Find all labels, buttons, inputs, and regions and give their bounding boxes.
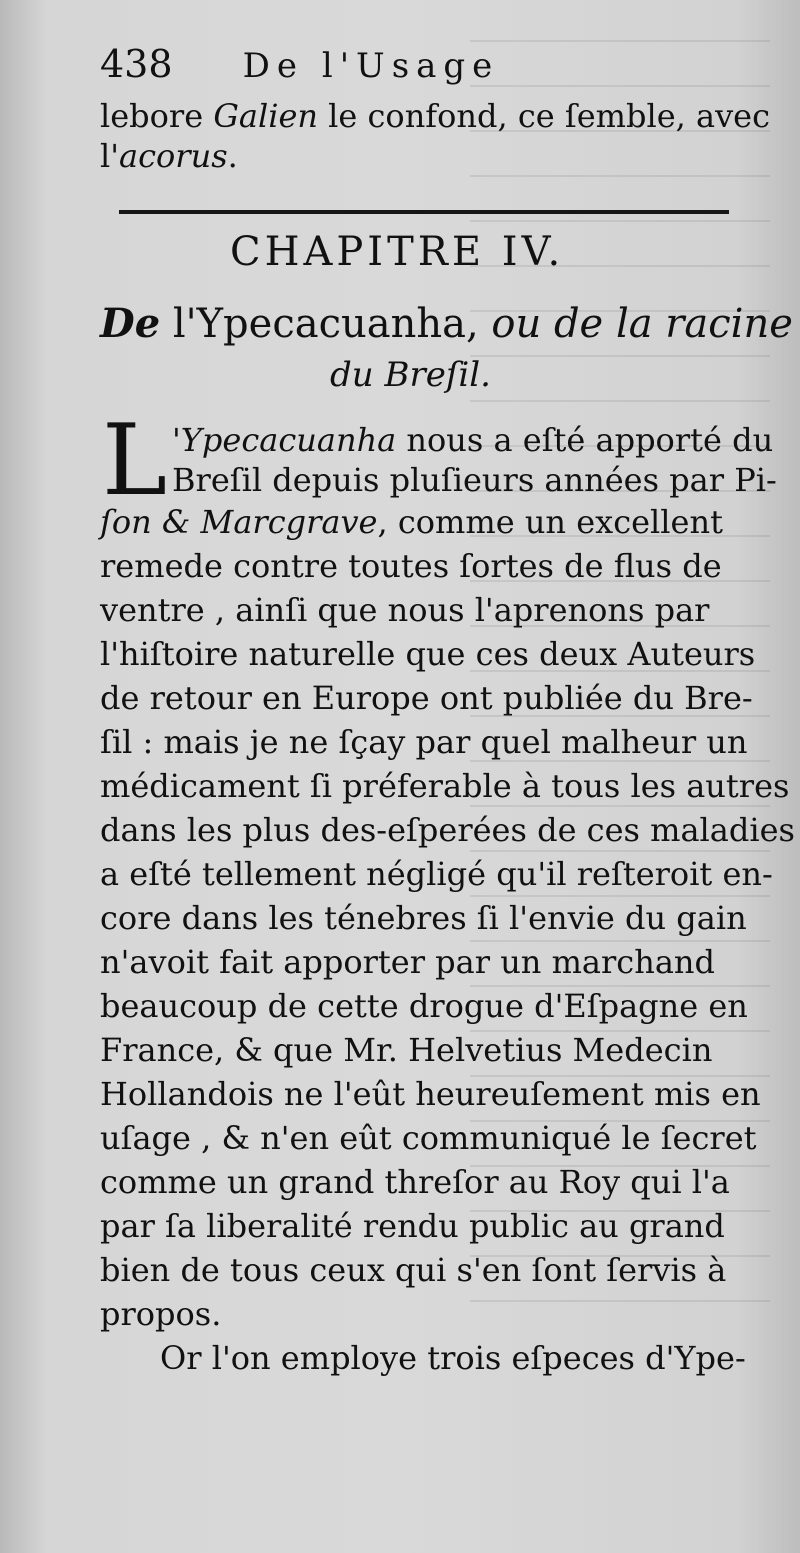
page-number: 438: [100, 42, 173, 86]
line-text: core dans les ténebres ſi l'envie du gain: [100, 899, 747, 937]
body-line: [100, 1206, 760, 1246]
body-line: [172, 420, 800, 460]
line-text: dans les plus des-eſperées de ces maladies: [100, 811, 795, 849]
heading-italic-prefix: De: [100, 300, 161, 347]
line-text: l'hiſtoire naturelle que ces deux Auteurs: [100, 635, 756, 673]
body-line: [172, 460, 800, 500]
line-text: Hollandois ne l'eût heureuſement mis en: [100, 1075, 761, 1113]
body-line: [100, 1074, 760, 1114]
line-text: comme un grand threſor au Roy qui l'a: [100, 1163, 730, 1201]
line-text: ſil : mais je ne ſçay par quel malheur un: [100, 723, 748, 761]
line-prefix: lebore: [100, 97, 214, 135]
line-text: propos.: [100, 1295, 222, 1333]
line-text: a eſté tellement négligé qu'il reſteroit en-: [100, 855, 773, 893]
body-line: [100, 898, 760, 938]
line-text: ventre , ainſi que nous l'aprenons par: [100, 591, 710, 629]
line-text: France, & que Mr. Helvetius Medecin: [100, 1031, 713, 1069]
chapter-heading-line-2: du Breſil.: [330, 355, 491, 395]
line-text: , comme un excellent: [377, 503, 723, 541]
line-suffix: .: [227, 137, 238, 175]
line-italic: Galien: [213, 97, 318, 135]
body-line: [100, 810, 795, 850]
line-text: nous a eſté apporté du: [396, 421, 774, 459]
body-line: [100, 766, 790, 806]
body-line: [100, 986, 760, 1026]
chapter-title: CHAPITRE IV.: [230, 229, 565, 275]
paragraph-line: [100, 96, 771, 136]
drop-cap: L: [102, 404, 168, 518]
body-line: [100, 722, 760, 762]
line-text: par ſa liberalité rendu public au grand: [100, 1207, 725, 1245]
chapter-heading-line-1: [100, 300, 793, 348]
line-text: Or l'on employe trois eſpeces d'Ype-: [160, 1339, 746, 1377]
body-line: [100, 1030, 760, 1070]
body-line: [100, 634, 760, 674]
body-line: [100, 1294, 760, 1334]
line-text: bien de tous ceux qui s'en ſont ſervis à: [100, 1251, 727, 1289]
body-line: [100, 546, 760, 586]
body-line: [100, 854, 773, 894]
line-text: Breſil depuis pluſieurs années par Pi-: [172, 461, 777, 499]
line-italic: ſon & Marcgrave: [100, 503, 378, 541]
body-line: [160, 1338, 800, 1378]
body-line: [100, 1250, 760, 1290]
body-line: [100, 1118, 760, 1158]
line-text: médicament ſi préferable à tous les autres: [100, 767, 790, 805]
line-text: de retour en Europe ont publiée du Bre-: [100, 679, 753, 717]
heading-italic-suffix: ou de la racine: [491, 301, 793, 347]
line-text: n'avoit fait apporter par un marchand: [100, 943, 715, 981]
line-text: beaucoup de cette drogue d'Eſpagne en: [100, 987, 748, 1025]
paragraph-line: [100, 136, 760, 176]
body-line: [100, 590, 760, 630]
line-prefix: l': [100, 137, 120, 175]
line-italic: acorus: [119, 137, 228, 175]
heading-roman: l'Ypecacuanha,: [160, 301, 492, 347]
body-line: [100, 1162, 760, 1202]
line-italic: 'Ypecacuanha: [172, 421, 397, 459]
running-title: De l'Usage: [242, 46, 500, 86]
line-text: uſage , & n'en eût communiqué le ſecret: [100, 1119, 757, 1157]
body-line: [100, 942, 760, 982]
body-line: [100, 502, 760, 542]
line-suffix: le confond, ce ſemble, avec: [317, 97, 771, 135]
line-text: remede contre toutes ſortes de flus de: [100, 547, 722, 585]
section-rule: [119, 210, 729, 214]
body-line: [100, 678, 760, 718]
running-head: [100, 42, 499, 88]
